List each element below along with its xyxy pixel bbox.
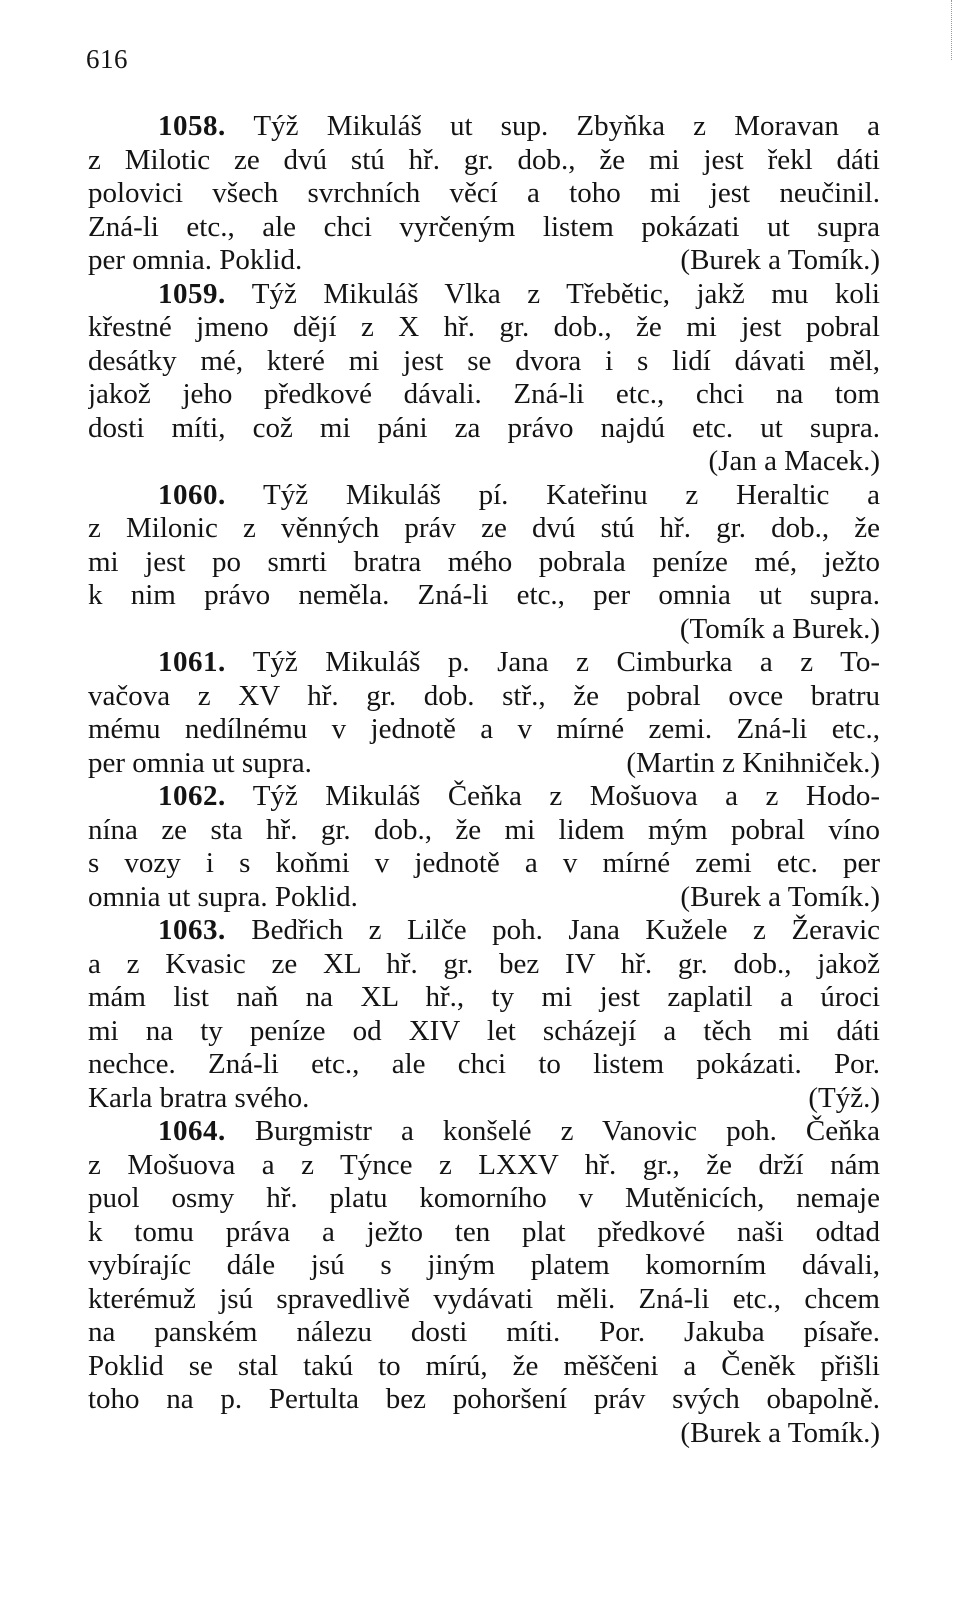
entry-1061-first-line	[88, 646, 880, 680]
entry-1062-signature: (Burek a Tomík.)	[680, 880, 880, 913]
entry-1063-line: a z Kvasic ze XL hř. gr. bez IV hř. gr. dob., jakož	[88, 947, 880, 980]
entries-text	[88, 110, 880, 1450]
entry-1059-number: 1059.	[158, 277, 226, 310]
entry-1058-first-line	[88, 110, 880, 144]
entry-1064-signature: (Burek a Tomík.)	[680, 1416, 880, 1449]
entry-1060-line: k nim právo neměla. Zná-li etc., per omnia ut supra.	[88, 579, 880, 611]
entry-1059-first-line	[88, 278, 880, 312]
entry-1064-line: k tomu práva a ježto ten plat předkové naši odtad	[88, 1215, 880, 1248]
entry-1063-number: 1063.	[158, 914, 226, 946]
entry-1062-first-line	[88, 780, 880, 814]
page-number: 616	[86, 44, 128, 74]
entry-1063-closing-text: Karla bratra svého.	[88, 1081, 310, 1114]
entry-1059-line: dosti míti, což mi páni za právo najdú etc. ut supra.	[88, 411, 880, 444]
entry-1059-line: křestné jmeno dějí z X hř. gr. dob., že mi jest pobral	[88, 311, 880, 343]
entry-1063-signature: (Týž.)	[808, 1081, 880, 1114]
entry-1063-line: nechce. Zná-li etc., ale chci to listem pokázati. Por.	[88, 1048, 880, 1080]
entry-1061-signature: (Martin z Knihniček.)	[626, 746, 880, 779]
entry-1064-line: puol osmy hř. platu komorního v Mutěnicích, nemaje	[88, 1182, 880, 1214]
entry-1063-first-line	[88, 914, 880, 948]
entry-1058-line: Zná-li etc., ale chci vyrčeným listem pokázati ut supra	[88, 210, 880, 243]
entry-1062-closing-text: omnia ut supra. Poklid.	[88, 880, 358, 913]
entry-1063-first-text: Bedřich z Lilče poh. Jana Kužele z Žeravic	[251, 914, 880, 946]
entry-1058-closing-line	[88, 244, 880, 278]
entry-1064-line: Poklid se stal takú to mírú, že měščeni a Čeněk přišli	[88, 1349, 880, 1382]
entry-1060-line: mi jest po smrti bratra mého pobrala peníze mé, ježto	[88, 545, 880, 578]
entry-1061-closing-text: per omnia ut supra.	[88, 746, 312, 779]
entry-1064-first-text: Burgmistr a konšelé z Vanovic poh. Čeňka	[254, 1115, 880, 1147]
entry-1064-line: z Mošuova a z Týnce z LXXV hř. gr., že drží nám	[88, 1148, 880, 1181]
entry-1062-line: s vozy i s koňmi v jednotě a v mírné zemi etc. per	[88, 847, 880, 879]
entry-1062-closing-line	[88, 881, 880, 915]
entry-1061-line: vačova z XV hř. gr. dob. stř., že pobral ovce bratru	[88, 679, 880, 712]
entry-1064-line: vybírajíc dále jsú s jiným platem komorním dávali,	[88, 1249, 880, 1281]
entry-1064-line: na panském nálezu dosti míti. Por. Jakuba písaře.	[88, 1316, 880, 1348]
entry-1058-number: 1058.	[158, 110, 226, 142]
entry-1062-number: 1062.	[158, 780, 226, 812]
entry-1058-line: z Milotic ze dvú stú hř. gr. dob., že mi jest řekl dáti	[88, 143, 880, 176]
entry-1059-first-text: Týž Mikuláš Vlka z Třebětic, jakž mu koli	[251, 277, 880, 310]
entry-1058-closing-text: per omnia. Poklid.	[88, 244, 303, 276]
entry-1060-number: 1060.	[158, 478, 226, 511]
entry-1064-first-line	[88, 1115, 880, 1149]
entry-1059-line: desátky mé, které mi jest se dvora i s lidí dávati měl,	[88, 344, 880, 377]
entry-1061-line: mému nedílnému v jednotě a v mírné zemi. Zná-li etc.,	[88, 713, 880, 745]
entry-1059-signature: (Jan a Macek.)	[708, 445, 880, 477]
entry-1060-first-text: Týž Mikuláš pí. Kateřinu z Heraltic a	[262, 478, 880, 511]
entry-1058-signature: (Burek a Tomík.)	[680, 244, 880, 276]
entry-1060-line: z Milonic z věnných práv ze dvú stú hř. gr. dob., že	[88, 512, 880, 544]
entry-1063-closing-line	[88, 1082, 880, 1116]
entry-1059-line: jakož jeho předkové dávali. Zná-li etc., chci na tom	[88, 378, 880, 410]
entry-1063-line: mám list naň na XL hř., ty mi jest zaplatil a úroci	[88, 981, 880, 1013]
entry-1058-first-text: Týž Mikuláš ut sup. Zbyňka z Moravan a	[253, 110, 880, 142]
entry-1064-line: kterémuž jsú spravedlivě vydávati měli. Zná-li etc., chcem	[88, 1282, 880, 1315]
entry-1062-line: nína ze sta hř. gr. dob., že mi lidem mým pobral víno	[88, 813, 880, 846]
entry-1064-line: toho na p. Pertulta bez pohoršení práv svých obapolně.	[88, 1383, 880, 1415]
entry-1058-line: polovici všech svrchních věcí a toho mi jest neučinil.	[88, 177, 880, 209]
entry-1062-first-text: Týž Mikuláš Čeňka z Mošuova a z Hodo-	[252, 780, 880, 812]
entry-1060-first-line	[88, 479, 880, 513]
entry-1060-signature: (Tomík a Burek.)	[679, 612, 880, 645]
page-edge-mark	[951, 0, 954, 60]
entry-1061-number: 1061.	[158, 646, 226, 678]
entry-1063-line: mi na ty peníze od XIV let scházejí a těch mi dáti	[88, 1014, 880, 1047]
entry-1064-number: 1064.	[158, 1115, 226, 1147]
entry-1061-closing-line	[88, 747, 880, 781]
entry-1061-first-text: Týž Mikuláš p. Jana z Cimburka a z To-	[252, 646, 880, 678]
